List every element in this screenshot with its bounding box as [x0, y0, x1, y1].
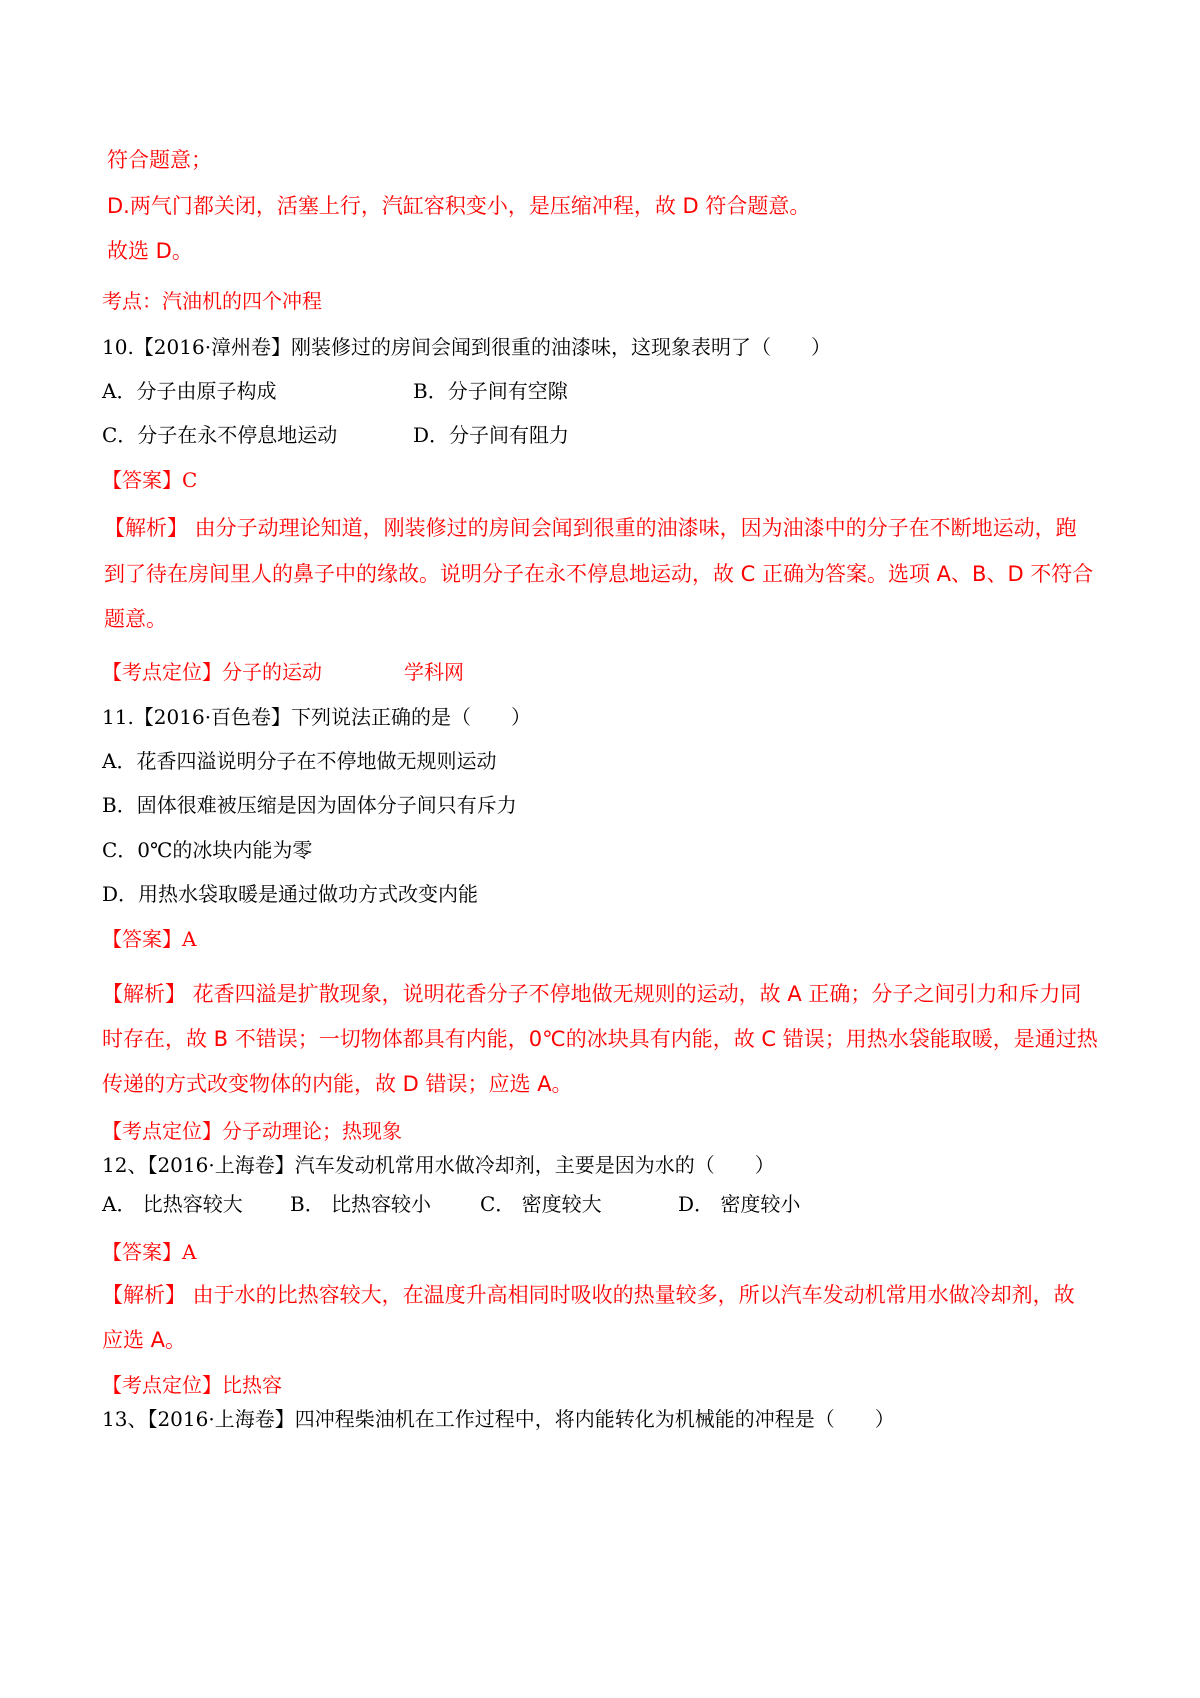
- q11-answer-value: A: [182, 927, 197, 951]
- q11-option-a: A．花香四溢说明分子在不停地做无规则运动: [102, 749, 497, 773]
- q12-kaodian: 【考点定位】比热容: [102, 1373, 282, 1397]
- q12-option-c: C． 密度较大: [480, 1192, 602, 1216]
- prev-kaodian: 考点：汽油机的四个冲程: [102, 289, 322, 313]
- q11-option-b: B．固体很难被压缩是因为固体分子间只有斥力: [102, 793, 517, 817]
- q10-option-a: A．分子由原子构成: [102, 379, 277, 403]
- q11-kaodian: 【考点定位】分子动理论；热现象: [102, 1119, 402, 1143]
- q10-answer-tag: 【答案】: [102, 468, 182, 492]
- q12-option-b: B． 比热容较小: [290, 1192, 432, 1216]
- q11-option-d: D．用热水袋取暖是通过做功方式改变内能: [102, 882, 479, 906]
- q10-option-d: D．分子间有阻力: [413, 423, 570, 447]
- q11-analysis-line-1: 【解析】 花香四溢是扩散现象，说明花香分子不停地做无规则的运动，故 A 正确；分子之间引力和斥力同: [102, 982, 1082, 1006]
- q10-stem: 10.【2016·漳州卷】刚装修过的房间会闻到很重的油漆味，这现象表明了（ ）: [102, 335, 832, 359]
- q12-analysis-line-2: 应选 A。: [102, 1328, 187, 1352]
- q11-option-c: C．0℃的冰块内能为零: [102, 838, 313, 862]
- q12-stem: 12、【2016·上海卷】汽车发动机常用水做冷却剂，主要是因为水的（ ）: [102, 1153, 775, 1177]
- q12-answer: [102, 1238, 196, 1266]
- q10-option-c: C．分子在永不停息地运动: [102, 423, 338, 447]
- q12-answer-value: A: [182, 1240, 197, 1264]
- q10-option-b: B．分子间有空隙: [413, 379, 568, 403]
- prev-analysis-line-2: D.两气门都关闭，活塞上行，汽缸容积变小，是压缩冲程，故 D 符合题意。: [107, 194, 811, 218]
- q10-answer-value: C: [182, 468, 198, 492]
- q12-option-a: A． 比热容较大: [102, 1192, 243, 1216]
- q11-answer-tag: 【答案】: [102, 927, 182, 951]
- q10-analysis-line-2: 到了待在房间里人的鼻子中的缘故。说明分子在永不停息地运动，故 C 正确为答案。选项 A、B、D 不符合: [104, 562, 1094, 586]
- q11-analysis-line-2: 时存在，故 B 不错误；一切物体都具有内能，0℃的冰块具有内能，故 C 错误；用热水袋能取暖，是通过热: [102, 1027, 1098, 1051]
- q10-answer: [102, 466, 197, 494]
- q12-analysis-line-1: 【解析】 由于水的比热容较大，在温度升高相同时吸收的热量较多，所以汽车发动机常用水做冷却剂，故: [102, 1283, 1075, 1307]
- q12-option-d: D． 密度较小: [678, 1192, 801, 1216]
- q11-stem: 11.【2016·百色卷】下列说法正确的是（ ）: [102, 705, 532, 729]
- q10-kaodian: 【考点定位】分子的运动: [102, 660, 322, 684]
- q13-stem: 13、【2016·上海卷】四冲程柴油机在工作过程中，将内能转化为机械能的冲程是（ ）: [102, 1407, 895, 1431]
- q12-answer-tag: 【答案】: [102, 1240, 182, 1264]
- q11-analysis-line-3: 传递的方式改变物体的内能，故 D 错误；应选 A。: [102, 1072, 573, 1096]
- prev-analysis-line-3: 故选 D。: [107, 239, 193, 263]
- q10-watermark-text: 学科网: [404, 660, 464, 684]
- q10-analysis-line-1: 【解析】 由分子动理论知道，刚装修过的房间会闻到很重的油漆味，因为油漆中的分子在不断地运动，跑: [104, 516, 1077, 540]
- q10-analysis-line-3: 题意。: [104, 607, 167, 631]
- q11-answer: [102, 925, 196, 953]
- prev-analysis-line-1: 符合题意；: [107, 148, 212, 172]
